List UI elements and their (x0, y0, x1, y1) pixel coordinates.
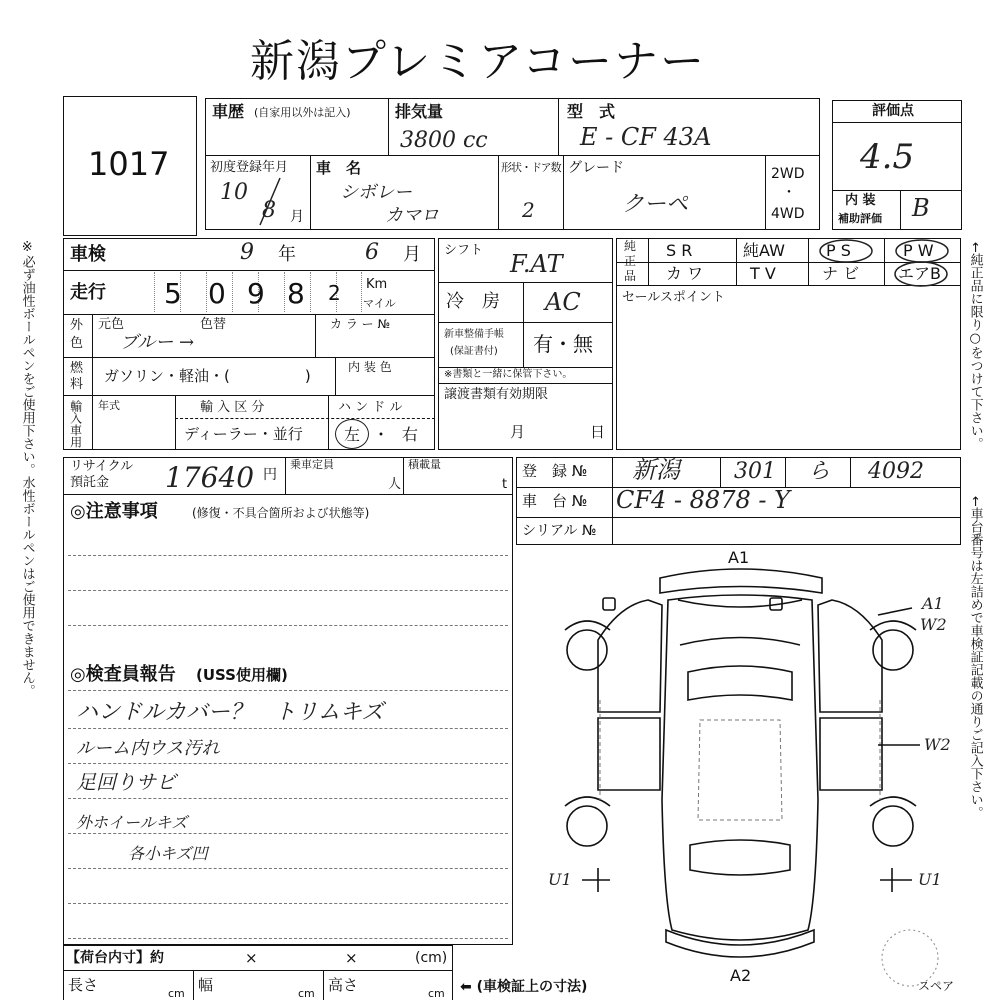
genuine-label-2: 正 (624, 254, 637, 268)
mileage-label: 走行 (70, 282, 106, 303)
mileage-digit-2: 0 (208, 277, 226, 310)
genuine-label-1: 純 (624, 239, 637, 253)
equip-leather: カ ワ (666, 264, 704, 283)
genuine-label-3: 品 (624, 269, 637, 283)
repaint-label: 色替 (200, 317, 227, 332)
car-name-2: カマロ (385, 205, 439, 226)
mile-label: マイル (363, 297, 396, 310)
mileage-digit-5: 2 (328, 281, 341, 305)
chassis-value: CF4 - 8878 - Y (616, 486, 790, 514)
reg-label: 登 録 № (522, 462, 588, 480)
shift-label: シフト (444, 243, 484, 258)
ac-label: 冷 房 (446, 291, 500, 312)
load-label: 積載量 (408, 458, 441, 471)
shaken-year-unit: 年 (278, 244, 296, 265)
load-unit: t (502, 477, 508, 492)
interior-color-label: 内 装 色 (348, 360, 392, 374)
report-sub: (USS使用欄) (196, 666, 288, 684)
handle-sep: ・ (373, 425, 390, 444)
transfer-label: 譲渡書類有効期限 (444, 387, 549, 402)
fuel-value: ガソリン・軽油・( ) (104, 367, 311, 385)
color-no-label: カ ラ ー № (330, 317, 390, 331)
capacity-label: 乗車定員 (290, 458, 334, 471)
ext-color-label-1: 外 (70, 318, 84, 333)
interior-label-2: 補助評価 (838, 212, 882, 225)
grade-value: クーペ (622, 192, 689, 217)
car-name-1: シボレー (340, 182, 412, 203)
shaken-month-unit: 月 (403, 244, 421, 265)
transfer-day: 日 (590, 423, 606, 441)
report-line-2: ルーム内ウス汚れ (76, 738, 220, 759)
km-label: Km (366, 277, 388, 292)
import-label: 輸入車用 (68, 400, 83, 448)
caution-sub: (修復・不具合箇所および状態等) (192, 506, 370, 520)
recycle-yen: 円 (263, 467, 277, 483)
model-year-label: 年式 (98, 399, 120, 412)
page-title: 新潟プレミアコーナー (250, 36, 707, 87)
equip-navi: ナ ビ (822, 264, 860, 283)
manual-note: ※書類と一緒に保管下さい。 (444, 369, 573, 380)
shaken-year: 9 (240, 240, 254, 265)
reg-kana: ら (808, 459, 831, 484)
fuel-label-2: 料 (70, 377, 84, 392)
equip-sr: S R (666, 241, 693, 260)
side-note-left: ※必ず油性ボールペンをご使用下さい。水性ボールペンはご使用できません。 (19, 240, 35, 697)
chassis-label: 車 台 № (522, 492, 588, 510)
serial-label: シリアル № (522, 523, 597, 539)
equip-ps: P S (826, 241, 851, 260)
displacement-label: 排気量 (395, 102, 444, 121)
drive-dot: ・ (782, 185, 796, 201)
mileage-digit-4: 8 (287, 277, 305, 310)
original-color-label: 元色 (98, 317, 125, 332)
history-note: (自家用以外は記入) (254, 106, 351, 119)
transfer-month: 月 (510, 423, 526, 441)
mileage-digit-3: 9 (247, 277, 265, 310)
first-reg-month-unit: 月 (290, 209, 304, 225)
manual-value: 有・無 (533, 332, 593, 356)
side-note-right-2: ←車台番号は左詰めで車検証記載の通りご記入下さい。 (967, 496, 983, 819)
side-note-right-1: ←純正品に限り○をつけて下さい。 (967, 242, 983, 450)
ac-value: AC (545, 288, 581, 316)
cargo-width-label: 幅 (198, 976, 214, 994)
manual-label-2: (保証書付) (450, 346, 498, 357)
cargo-unit: (cm) (415, 950, 448, 966)
diagram-rear-mark: A2 (730, 966, 752, 985)
report-line-4: 外ホイールキズ (76, 813, 188, 832)
import-type-value: ディーラー・並行 (184, 425, 303, 443)
report-line-1: ハンドルカバー？ トリムキズ (76, 700, 384, 725)
recycle-label-2: 預託金 (70, 475, 110, 490)
manual-label-1: 新車整備手帳 (444, 329, 504, 340)
fuel-label-1: 燃 (70, 361, 84, 376)
spare-label: スペア (918, 979, 955, 993)
equip-tv: T V (750, 264, 776, 283)
diagram-mark-right-top-1: A1 (922, 594, 944, 613)
shaken-month: 6 (365, 240, 379, 265)
score-value: 4.5 (860, 137, 915, 177)
report-title: ◎検査員報告 (70, 664, 176, 685)
report-line-3: 足回りサビ (76, 770, 176, 794)
shift-value: F.AT (510, 250, 563, 278)
score-label: 評価点 (872, 103, 914, 119)
drive-2wd: 2WD (771, 166, 805, 182)
model-label: 型 式 (567, 102, 616, 121)
first-reg-year: 10 (220, 180, 248, 205)
recycle-label-1: リサイクル (70, 459, 134, 474)
handle-right: 右 (402, 425, 419, 444)
color-value: ブルー → (120, 332, 195, 353)
cargo-title: 【荷台内寸】約 (66, 950, 164, 966)
shaken-label: 車検 (70, 244, 106, 265)
interior-value: B (912, 194, 930, 222)
cargo-x2: × (345, 949, 358, 967)
diagram-front-mark: A1 (728, 548, 750, 567)
grade-label: グレード (568, 160, 624, 176)
mileage-digit-1: 5 (164, 277, 182, 310)
doors-value: 2 (522, 198, 535, 222)
car-name-label: 車 名 (316, 159, 362, 177)
caution-title: ◎注意事項 (70, 501, 158, 522)
drive-4wd: 4WD (771, 206, 805, 222)
cargo-height-label: 高さ (328, 976, 359, 994)
displacement-value: 3800 cc (400, 128, 488, 153)
first-reg-month: 8 (262, 198, 276, 223)
report-line-5: 各小キズ凹 (128, 844, 208, 863)
doors-label: 形状・ドア数 (501, 161, 561, 174)
cargo-note: ⬅ (車検証上の寸法) (460, 979, 588, 995)
capacity-unit: 人 (388, 477, 402, 492)
handle-left: 左 (344, 425, 361, 444)
history-label: 車歴 (212, 102, 245, 121)
equip-pw: P W (903, 241, 934, 260)
cargo-length-cm: cm (168, 987, 185, 1000)
interior-label-1: 内 装 (845, 193, 876, 208)
cargo-length-label: 長さ (68, 976, 99, 994)
reg-area: 新潟 (632, 456, 680, 484)
equip-airbag: エアB (898, 264, 941, 283)
reg-class: 301 (734, 459, 776, 484)
lot-number: 1017 (88, 145, 170, 183)
cargo-x1: × (245, 949, 258, 967)
reg-number: 4092 (868, 459, 924, 484)
diagram-mark-right-top-2: W2 (920, 615, 947, 634)
cargo-height-cm: cm (428, 987, 445, 1000)
model-value: E - CF 43A (580, 123, 712, 151)
diagram-mark-left-bottom: U1 (548, 870, 572, 889)
equip-aw: 純AW (743, 241, 785, 260)
cargo-width-cm: cm (298, 987, 315, 1000)
recycle-value: 17640 (165, 461, 255, 494)
sales-point-label: セールスポイント (622, 290, 725, 305)
diagram-mark-right-mid: W2 (924, 735, 951, 754)
first-reg-label: 初度登録年月 (210, 160, 289, 175)
handle-label: ハ ン ド ル (338, 400, 403, 415)
import-type-label: 輸 入 区 分 (200, 400, 265, 415)
diagram-mark-right-bottom: U1 (918, 870, 942, 889)
ext-color-label-2: 色 (70, 336, 84, 351)
